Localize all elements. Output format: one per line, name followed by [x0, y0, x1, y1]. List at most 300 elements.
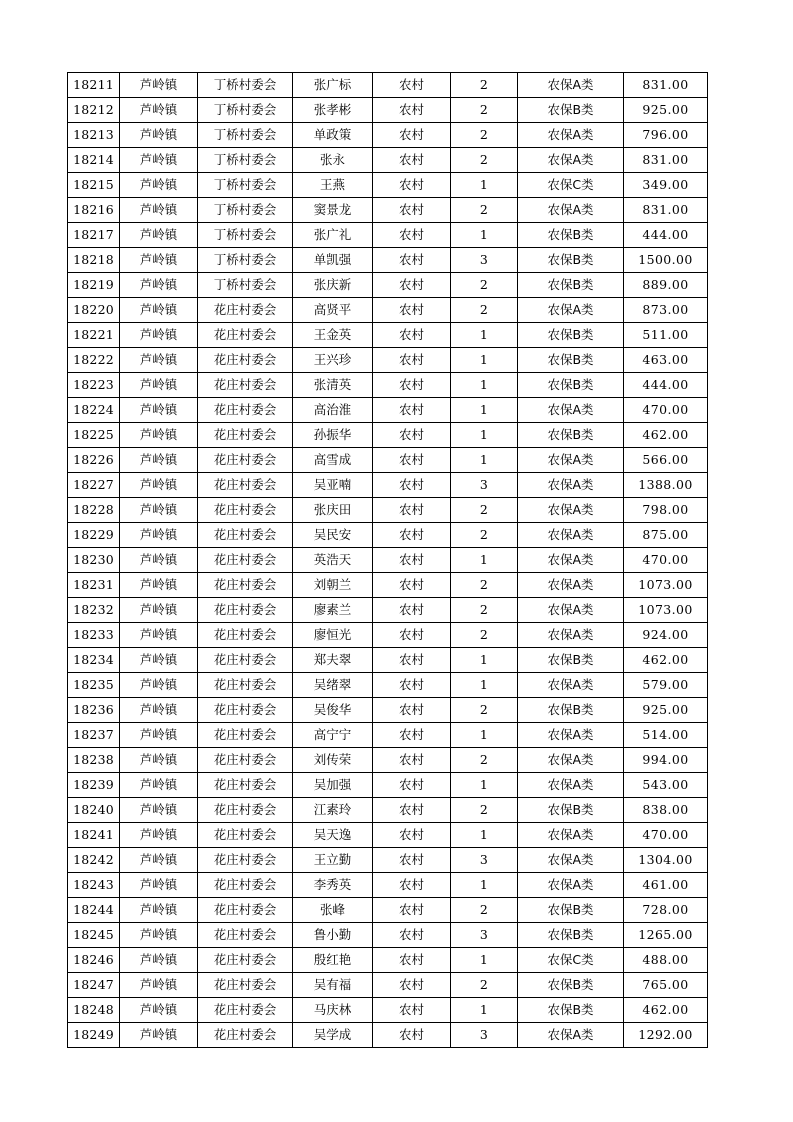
- table-row: [68, 148, 708, 173]
- person-name-cell: 王立勤: [293, 848, 373, 873]
- household-size-cell: 2: [451, 523, 518, 548]
- person-name-cell: 吴绪翠: [293, 673, 373, 698]
- household-size-cell: 2: [451, 123, 518, 148]
- amount-cell: 1073.00: [624, 573, 708, 598]
- town-cell: 芦岭镇: [120, 548, 198, 573]
- area-type-cell: 农村: [373, 148, 451, 173]
- amount-cell: 994.00: [624, 748, 708, 773]
- town-cell: 芦岭镇: [120, 523, 198, 548]
- insurance-category-cell: 农保A类: [518, 748, 624, 773]
- amount-cell: 831.00: [624, 148, 708, 173]
- insurance-category-cell: 农保A类: [518, 1023, 624, 1048]
- village-committee-cell: 花庄村委会: [198, 623, 293, 648]
- record-id-cell: 18212: [68, 98, 120, 123]
- village-committee-cell: 丁桥村委会: [198, 148, 293, 173]
- person-name-cell: 殷红艳: [293, 948, 373, 973]
- record-id-cell: 18242: [68, 848, 120, 873]
- town-cell: 芦岭镇: [120, 873, 198, 898]
- amount-cell: 543.00: [624, 773, 708, 798]
- record-id-cell: 18216: [68, 198, 120, 223]
- table-row: [68, 998, 708, 1023]
- town-cell: 芦岭镇: [120, 498, 198, 523]
- person-name-cell: 马庆林: [293, 998, 373, 1023]
- insurance-category-cell: 农保B类: [518, 998, 624, 1023]
- household-size-cell: 1: [451, 648, 518, 673]
- household-size-cell: 1: [451, 548, 518, 573]
- amount-cell: 831.00: [624, 198, 708, 223]
- household-size-cell: 2: [451, 898, 518, 923]
- town-cell: 芦岭镇: [120, 1023, 198, 1048]
- household-size-cell: 1: [451, 773, 518, 798]
- record-id-cell: 18235: [68, 673, 120, 698]
- amount-cell: 444.00: [624, 223, 708, 248]
- town-cell: 芦岭镇: [120, 723, 198, 748]
- insurance-category-cell: 农保B类: [518, 348, 624, 373]
- town-cell: 芦岭镇: [120, 348, 198, 373]
- household-size-cell: 1: [451, 398, 518, 423]
- record-id-cell: 18248: [68, 998, 120, 1023]
- record-id-cell: 18231: [68, 573, 120, 598]
- household-size-cell: 2: [451, 623, 518, 648]
- record-id-cell: 18229: [68, 523, 120, 548]
- area-type-cell: 农村: [373, 423, 451, 448]
- area-type-cell: 农村: [373, 998, 451, 1023]
- amount-cell: 1073.00: [624, 598, 708, 623]
- amount-cell: 873.00: [624, 298, 708, 323]
- person-name-cell: 高治淮: [293, 398, 373, 423]
- area-type-cell: 农村: [373, 173, 451, 198]
- record-id-cell: 18224: [68, 398, 120, 423]
- insurance-category-cell: 农保A类: [518, 148, 624, 173]
- town-cell: 芦岭镇: [120, 598, 198, 623]
- person-name-cell: 王燕: [293, 173, 373, 198]
- insurance-category-cell: 农保A类: [518, 448, 624, 473]
- amount-cell: 798.00: [624, 498, 708, 523]
- area-type-cell: 农村: [373, 198, 451, 223]
- household-size-cell: 1: [451, 723, 518, 748]
- table-row: [68, 348, 708, 373]
- area-type-cell: 农村: [373, 98, 451, 123]
- village-committee-cell: 花庄村委会: [198, 673, 293, 698]
- village-committee-cell: 花庄村委会: [198, 473, 293, 498]
- village-committee-cell: 花庄村委会: [198, 873, 293, 898]
- household-size-cell: 1: [451, 373, 518, 398]
- household-size-cell: 1: [451, 873, 518, 898]
- town-cell: 芦岭镇: [120, 73, 198, 98]
- household-size-cell: 1: [451, 173, 518, 198]
- amount-cell: 765.00: [624, 973, 708, 998]
- village-committee-cell: 花庄村委会: [198, 998, 293, 1023]
- village-committee-cell: 花庄村委会: [198, 848, 293, 873]
- table-row: [68, 223, 708, 248]
- amount-cell: 488.00: [624, 948, 708, 973]
- town-cell: 芦岭镇: [120, 423, 198, 448]
- person-name-cell: 张广礼: [293, 223, 373, 248]
- village-committee-cell: 花庄村委会: [198, 798, 293, 823]
- table-row: [68, 848, 708, 873]
- village-committee-cell: 丁桥村委会: [198, 273, 293, 298]
- insurance-category-cell: 农保A类: [518, 598, 624, 623]
- village-committee-cell: 花庄村委会: [198, 498, 293, 523]
- amount-cell: 831.00: [624, 73, 708, 98]
- town-cell: 芦岭镇: [120, 448, 198, 473]
- table-row: [68, 1023, 708, 1048]
- amount-cell: 470.00: [624, 823, 708, 848]
- amount-cell: 463.00: [624, 348, 708, 373]
- record-id-cell: 18239: [68, 773, 120, 798]
- person-name-cell: 王兴珍: [293, 348, 373, 373]
- insurance-category-cell: 农保B类: [518, 898, 624, 923]
- area-type-cell: 农村: [373, 373, 451, 398]
- table-row: [68, 798, 708, 823]
- record-id-cell: 18223: [68, 373, 120, 398]
- area-type-cell: 农村: [373, 798, 451, 823]
- town-cell: 芦岭镇: [120, 823, 198, 848]
- town-cell: 芦岭镇: [120, 798, 198, 823]
- insurance-category-cell: 农保A类: [518, 548, 624, 573]
- insurance-category-cell: 农保A类: [518, 873, 624, 898]
- person-name-cell: 英浩天: [293, 548, 373, 573]
- household-size-cell: 2: [451, 973, 518, 998]
- village-committee-cell: 丁桥村委会: [198, 223, 293, 248]
- record-id-cell: 18214: [68, 148, 120, 173]
- area-type-cell: 农村: [373, 348, 451, 373]
- person-name-cell: 刘传荣: [293, 748, 373, 773]
- insurance-category-cell: 农保B类: [518, 798, 624, 823]
- insurance-category-cell: 农保A类: [518, 523, 624, 548]
- insurance-category-cell: 农保B类: [518, 923, 624, 948]
- village-committee-cell: 花庄村委会: [198, 823, 293, 848]
- area-type-cell: 农村: [373, 448, 451, 473]
- household-size-cell: 1: [451, 448, 518, 473]
- insurance-category-cell: 农保A类: [518, 723, 624, 748]
- town-cell: 芦岭镇: [120, 848, 198, 873]
- town-cell: 芦岭镇: [120, 173, 198, 198]
- town-cell: 芦岭镇: [120, 123, 198, 148]
- table-row: [68, 673, 708, 698]
- town-cell: 芦岭镇: [120, 973, 198, 998]
- village-committee-cell: 花庄村委会: [198, 948, 293, 973]
- amount-cell: 875.00: [624, 523, 708, 548]
- area-type-cell: 农村: [373, 723, 451, 748]
- area-type-cell: 农村: [373, 823, 451, 848]
- insurance-category-cell: 农保A类: [518, 573, 624, 598]
- record-id-cell: 18218: [68, 248, 120, 273]
- person-name-cell: 吴民安: [293, 523, 373, 548]
- record-id-cell: 18238: [68, 748, 120, 773]
- insurance-category-cell: 农保A类: [518, 298, 624, 323]
- amount-cell: 349.00: [624, 173, 708, 198]
- area-type-cell: 农村: [373, 873, 451, 898]
- amount-cell: 838.00: [624, 798, 708, 823]
- amount-cell: 579.00: [624, 673, 708, 698]
- person-name-cell: 张庆新: [293, 273, 373, 298]
- household-size-cell: 2: [451, 73, 518, 98]
- table-row: [68, 173, 708, 198]
- amount-cell: 462.00: [624, 423, 708, 448]
- amount-cell: 1500.00: [624, 248, 708, 273]
- household-size-cell: 2: [451, 298, 518, 323]
- table-row: [68, 948, 708, 973]
- table-row: [68, 323, 708, 348]
- record-id-cell: 18234: [68, 648, 120, 673]
- household-size-cell: 3: [451, 1023, 518, 1048]
- area-type-cell: 农村: [373, 673, 451, 698]
- person-name-cell: 鲁小勤: [293, 923, 373, 948]
- person-name-cell: 廖素兰: [293, 598, 373, 623]
- area-type-cell: 农村: [373, 548, 451, 573]
- person-name-cell: 高雪成: [293, 448, 373, 473]
- household-size-cell: 1: [451, 998, 518, 1023]
- household-size-cell: 2: [451, 198, 518, 223]
- record-id-cell: 18215: [68, 173, 120, 198]
- village-committee-cell: 丁桥村委会: [198, 248, 293, 273]
- person-name-cell: 吴有福: [293, 973, 373, 998]
- amount-cell: 925.00: [624, 698, 708, 723]
- person-name-cell: 廖恒光: [293, 623, 373, 648]
- household-size-cell: 2: [451, 273, 518, 298]
- person-name-cell: 张峰: [293, 898, 373, 923]
- area-type-cell: 农村: [373, 898, 451, 923]
- amount-cell: 728.00: [624, 898, 708, 923]
- town-cell: 芦岭镇: [120, 673, 198, 698]
- record-id-cell: 18241: [68, 823, 120, 848]
- amount-cell: 511.00: [624, 323, 708, 348]
- village-committee-cell: 花庄村委会: [198, 573, 293, 598]
- table-row: [68, 273, 708, 298]
- insurance-category-cell: 农保B类: [518, 248, 624, 273]
- household-size-cell: 2: [451, 698, 518, 723]
- record-id-cell: 18247: [68, 973, 120, 998]
- amount-cell: 566.00: [624, 448, 708, 473]
- household-size-cell: 2: [451, 598, 518, 623]
- household-size-cell: 2: [451, 148, 518, 173]
- insurance-category-cell: 农保A类: [518, 498, 624, 523]
- area-type-cell: 农村: [373, 598, 451, 623]
- table-row: [68, 973, 708, 998]
- insurance-category-cell: 农保A类: [518, 673, 624, 698]
- table-row: [68, 423, 708, 448]
- person-name-cell: 王金英: [293, 323, 373, 348]
- amount-cell: 514.00: [624, 723, 708, 748]
- record-id-cell: 18232: [68, 598, 120, 623]
- area-type-cell: 农村: [373, 73, 451, 98]
- record-id-cell: 18225: [68, 423, 120, 448]
- record-id-cell: 18243: [68, 873, 120, 898]
- town-cell: 芦岭镇: [120, 298, 198, 323]
- table-row: [68, 748, 708, 773]
- insurance-category-cell: 农保B类: [518, 98, 624, 123]
- person-name-cell: 单政策: [293, 123, 373, 148]
- household-size-cell: 1: [451, 348, 518, 373]
- table-row: [68, 73, 708, 98]
- village-committee-cell: 花庄村委会: [198, 373, 293, 398]
- insurance-category-cell: 农保A类: [518, 823, 624, 848]
- village-committee-cell: 丁桥村委会: [198, 73, 293, 98]
- amount-cell: 462.00: [624, 648, 708, 673]
- amount-cell: 1304.00: [624, 848, 708, 873]
- area-type-cell: 农村: [373, 573, 451, 598]
- town-cell: 芦岭镇: [120, 473, 198, 498]
- town-cell: 芦岭镇: [120, 773, 198, 798]
- record-id-cell: 18213: [68, 123, 120, 148]
- record-id-cell: 18227: [68, 473, 120, 498]
- record-id-cell: 18230: [68, 548, 120, 573]
- area-type-cell: 农村: [373, 973, 451, 998]
- table-body: [68, 73, 708, 1048]
- insurance-category-cell: 农保C类: [518, 948, 624, 973]
- household-size-cell: 2: [451, 498, 518, 523]
- insurance-category-cell: 农保B类: [518, 973, 624, 998]
- area-type-cell: 农村: [373, 848, 451, 873]
- record-id-cell: 18217: [68, 223, 120, 248]
- table-row: [68, 98, 708, 123]
- household-size-cell: 2: [451, 98, 518, 123]
- table-row: [68, 248, 708, 273]
- town-cell: 芦岭镇: [120, 923, 198, 948]
- village-committee-cell: 丁桥村委会: [198, 123, 293, 148]
- household-size-cell: 3: [451, 473, 518, 498]
- area-type-cell: 农村: [373, 748, 451, 773]
- household-size-cell: 1: [451, 323, 518, 348]
- area-type-cell: 农村: [373, 773, 451, 798]
- household-size-cell: 2: [451, 573, 518, 598]
- village-committee-cell: 花庄村委会: [198, 748, 293, 773]
- village-committee-cell: 丁桥村委会: [198, 173, 293, 198]
- person-name-cell: 窦景龙: [293, 198, 373, 223]
- area-type-cell: 农村: [373, 498, 451, 523]
- record-id-cell: 18219: [68, 273, 120, 298]
- insurance-category-cell: 农保B类: [518, 273, 624, 298]
- village-committee-cell: 花庄村委会: [198, 1023, 293, 1048]
- household-size-cell: 1: [451, 823, 518, 848]
- record-id-cell: 18244: [68, 898, 120, 923]
- area-type-cell: 农村: [373, 1023, 451, 1048]
- area-type-cell: 农村: [373, 623, 451, 648]
- area-type-cell: 农村: [373, 648, 451, 673]
- village-committee-cell: 花庄村委会: [198, 398, 293, 423]
- records-table: [67, 72, 708, 1048]
- record-id-cell: 18211: [68, 73, 120, 98]
- village-committee-cell: 花庄村委会: [198, 523, 293, 548]
- record-id-cell: 18240: [68, 798, 120, 823]
- area-type-cell: 农村: [373, 473, 451, 498]
- area-type-cell: 农村: [373, 948, 451, 973]
- area-type-cell: 农村: [373, 398, 451, 423]
- insurance-category-cell: 农保A类: [518, 123, 624, 148]
- town-cell: 芦岭镇: [120, 323, 198, 348]
- area-type-cell: 农村: [373, 273, 451, 298]
- table-row: [68, 398, 708, 423]
- village-committee-cell: 花庄村委会: [198, 723, 293, 748]
- person-name-cell: 高宁宁: [293, 723, 373, 748]
- insurance-category-cell: 农保B类: [518, 323, 624, 348]
- area-type-cell: 农村: [373, 698, 451, 723]
- town-cell: 芦岭镇: [120, 948, 198, 973]
- village-committee-cell: 丁桥村委会: [198, 98, 293, 123]
- table-row: [68, 823, 708, 848]
- insurance-category-cell: 农保B类: [518, 423, 624, 448]
- village-committee-cell: 花庄村委会: [198, 698, 293, 723]
- table-row: [68, 873, 708, 898]
- record-id-cell: 18226: [68, 448, 120, 473]
- record-id-cell: 18228: [68, 498, 120, 523]
- town-cell: 芦岭镇: [120, 223, 198, 248]
- insurance-category-cell: 农保A类: [518, 773, 624, 798]
- record-id-cell: 18233: [68, 623, 120, 648]
- record-id-cell: 18222: [68, 348, 120, 373]
- insurance-category-cell: 农保A类: [518, 73, 624, 98]
- town-cell: 芦岭镇: [120, 98, 198, 123]
- insurance-category-cell: 农保B类: [518, 648, 624, 673]
- village-committee-cell: 花庄村委会: [198, 323, 293, 348]
- table-row: [68, 598, 708, 623]
- record-id-cell: 18220: [68, 298, 120, 323]
- town-cell: 芦岭镇: [120, 198, 198, 223]
- person-name-cell: 吴学成: [293, 1023, 373, 1048]
- table-row: [68, 773, 708, 798]
- person-name-cell: 张永: [293, 148, 373, 173]
- person-name-cell: 高贤平: [293, 298, 373, 323]
- household-size-cell: 2: [451, 798, 518, 823]
- village-committee-cell: 花庄村委会: [198, 973, 293, 998]
- table-row: [68, 623, 708, 648]
- record-id-cell: 18249: [68, 1023, 120, 1048]
- village-committee-cell: 花庄村委会: [198, 898, 293, 923]
- area-type-cell: 农村: [373, 298, 451, 323]
- table-row: [68, 298, 708, 323]
- town-cell: 芦岭镇: [120, 248, 198, 273]
- table-row: [68, 923, 708, 948]
- household-size-cell: 3: [451, 848, 518, 873]
- person-name-cell: 吴俊华: [293, 698, 373, 723]
- record-id-cell: 18236: [68, 698, 120, 723]
- village-committee-cell: 花庄村委会: [198, 923, 293, 948]
- person-name-cell: 张孝彬: [293, 98, 373, 123]
- town-cell: 芦岭镇: [120, 573, 198, 598]
- village-committee-cell: 花庄村委会: [198, 598, 293, 623]
- amount-cell: 1292.00: [624, 1023, 708, 1048]
- household-size-cell: 1: [451, 423, 518, 448]
- town-cell: 芦岭镇: [120, 398, 198, 423]
- area-type-cell: 农村: [373, 123, 451, 148]
- table-row: [68, 473, 708, 498]
- household-size-cell: 1: [451, 948, 518, 973]
- table-row: [68, 723, 708, 748]
- amount-cell: 1265.00: [624, 923, 708, 948]
- record-id-cell: 18245: [68, 923, 120, 948]
- town-cell: 芦岭镇: [120, 698, 198, 723]
- record-id-cell: 18221: [68, 323, 120, 348]
- table-row: [68, 573, 708, 598]
- person-name-cell: 郑夫翠: [293, 648, 373, 673]
- town-cell: 芦岭镇: [120, 373, 198, 398]
- town-cell: 芦岭镇: [120, 648, 198, 673]
- area-type-cell: 农村: [373, 223, 451, 248]
- insurance-category-cell: 农保A类: [518, 848, 624, 873]
- person-name-cell: 江素玲: [293, 798, 373, 823]
- amount-cell: 444.00: [624, 373, 708, 398]
- person-name-cell: 张庆田: [293, 498, 373, 523]
- town-cell: 芦岭镇: [120, 148, 198, 173]
- record-id-cell: 18237: [68, 723, 120, 748]
- person-name-cell: 吴亚喃: [293, 473, 373, 498]
- area-type-cell: 农村: [373, 323, 451, 348]
- village-committee-cell: 花庄村委会: [198, 423, 293, 448]
- insurance-category-cell: 农保B类: [518, 373, 624, 398]
- insurance-category-cell: 农保A类: [518, 473, 624, 498]
- household-size-cell: 3: [451, 248, 518, 273]
